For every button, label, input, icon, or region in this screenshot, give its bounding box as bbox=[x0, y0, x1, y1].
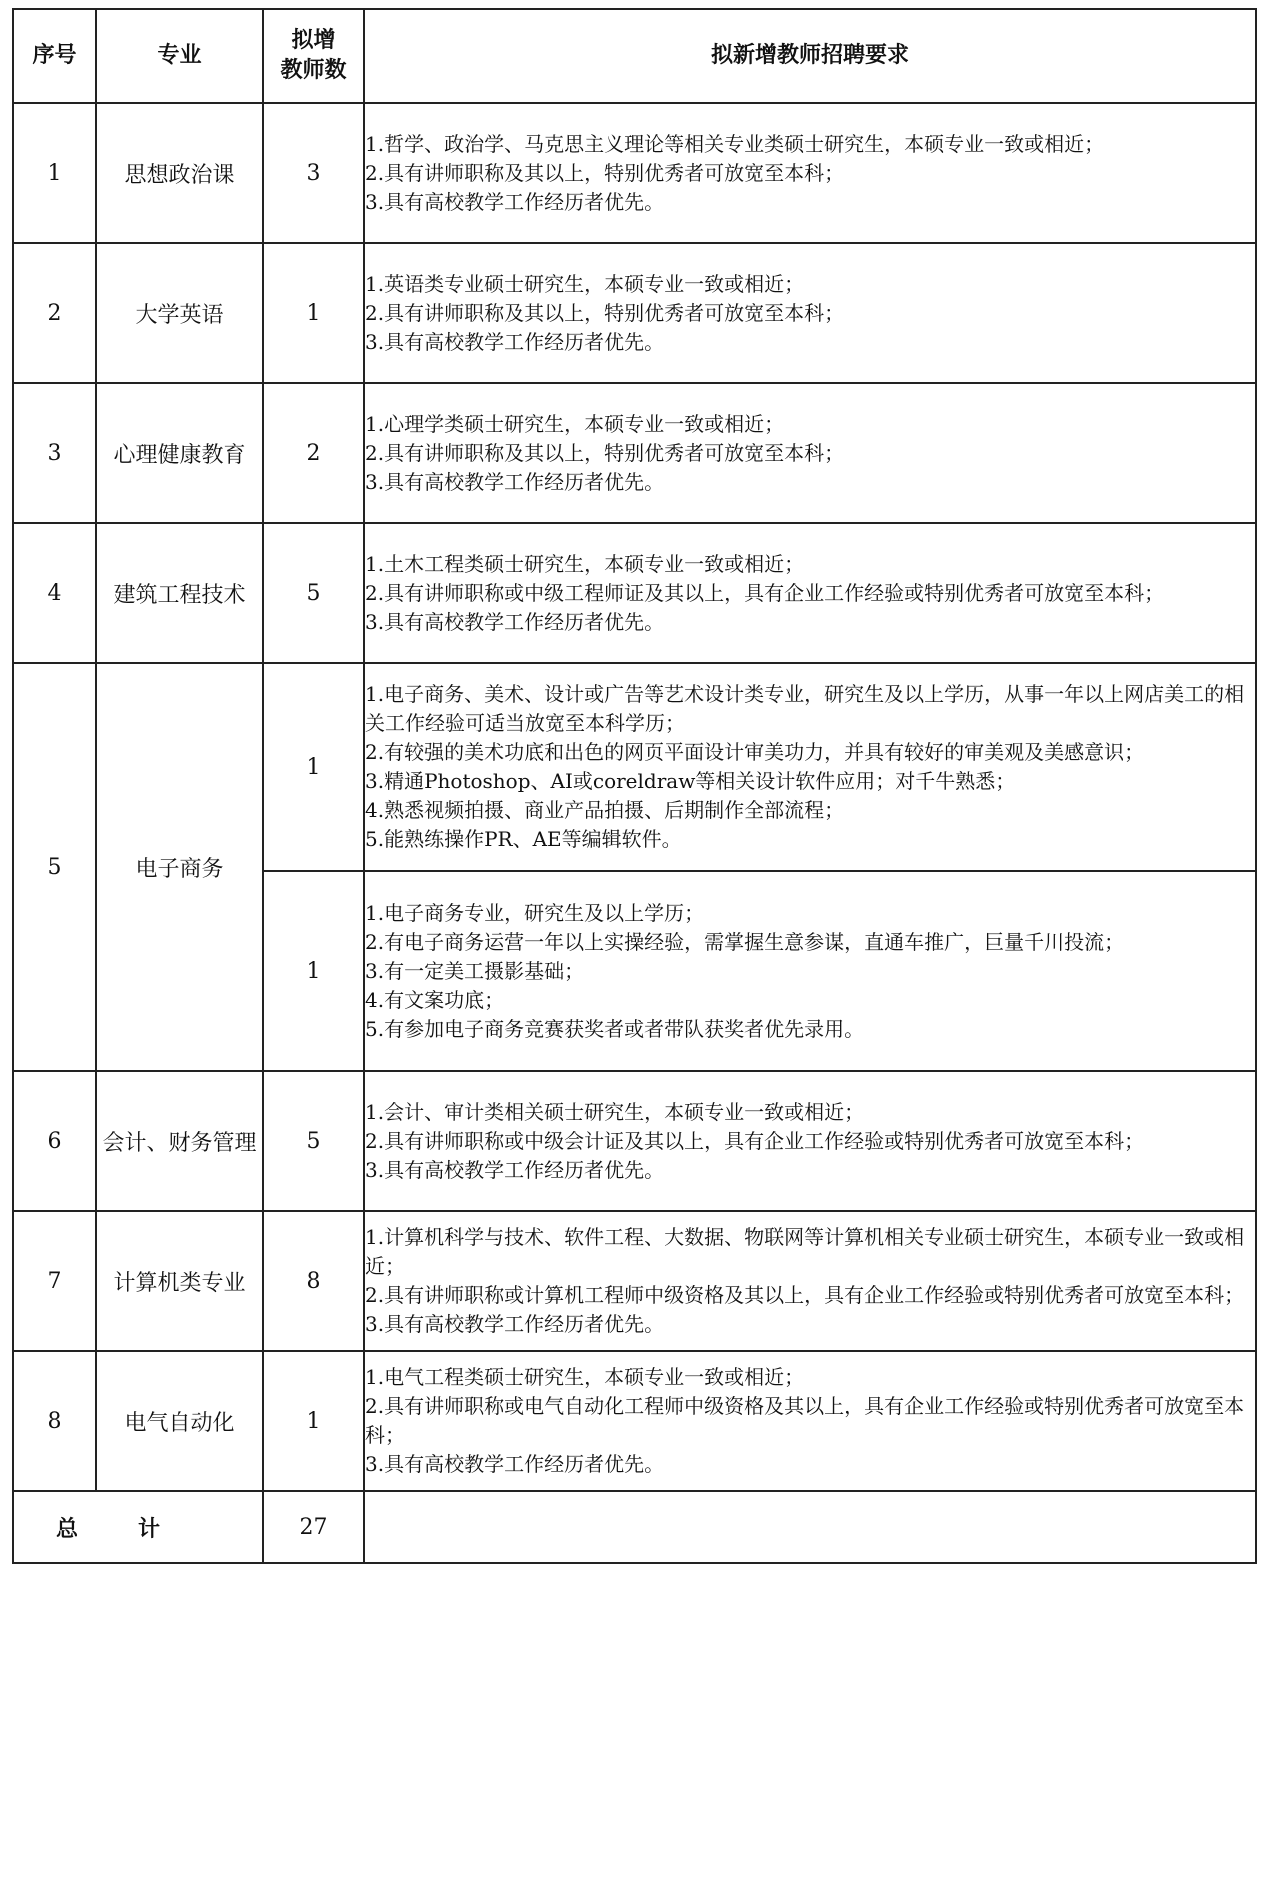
requirement-line: 1.电子商务专业，研究生及以上学历； bbox=[365, 900, 705, 925]
requirement-line: 2.有电子商务运营一年以上实操经验，需掌握生意参谋，直通车推广，巨量千川投流； bbox=[365, 929, 1125, 954]
row-requirements bbox=[364, 663, 1256, 871]
requirement-line: 3.具有高校教学工作经历者优先。 bbox=[365, 469, 665, 494]
row-index: 8 bbox=[13, 1351, 96, 1491]
row-major: 心理健康教育 bbox=[96, 383, 263, 523]
row-count: 1 bbox=[263, 1351, 364, 1491]
requirement-line: 5.有参加电子商务竞赛获奖者或者带队获奖者优先录用。 bbox=[365, 1016, 865, 1041]
row-index: 7 bbox=[13, 1211, 96, 1351]
row-index: 5 bbox=[13, 663, 96, 1071]
row-index: 1 bbox=[13, 103, 96, 243]
requirement-line: 2.具有讲师职称或中级工程师证及其以上，具有企业工作经验或特别优秀者可放宽至本科； bbox=[365, 580, 1165, 605]
requirement-line: 1.会计、审计类相关硕士研究生，本硕专业一致或相近； bbox=[365, 1099, 865, 1124]
requirement-line: 3.具有高校教学工作经历者优先。 bbox=[365, 329, 665, 354]
requirement-line: 3.有一定美工摄影基础； bbox=[365, 958, 585, 983]
requirement-line: 1.土木工程类硕士研究生，本硕专业一致或相近； bbox=[365, 551, 805, 576]
requirement-line: 1.电气工程类硕士研究生，本硕专业一致或相近； bbox=[365, 1365, 805, 1389]
requirement-line: 3.具有高校教学工作经历者优先。 bbox=[365, 189, 665, 214]
requirement-line: 1.哲学、政治学、马克思主义理论等相关专业类硕士研究生，本硕专业一致或相近； bbox=[365, 131, 1105, 156]
header-row bbox=[13, 9, 1256, 103]
row-count: 3 bbox=[263, 103, 364, 243]
requirement-line: 2.具有讲师职称或电气自动化工程师中级资格及其以上，具有企业工作经验或特别优秀者可放宽至本科； bbox=[365, 1394, 1245, 1447]
row-count: 1 bbox=[263, 663, 364, 871]
table-row bbox=[13, 1071, 1256, 1211]
row-major: 思想政治课 bbox=[96, 103, 263, 243]
row-requirements bbox=[364, 523, 1256, 663]
requirement-line: 1.心理学类硕士研究生，本硕专业一致或相近； bbox=[365, 411, 785, 436]
header-count-line1: 拟增 bbox=[291, 28, 336, 53]
header-requirements: 拟新增教师招聘要求 bbox=[364, 9, 1256, 103]
row-major: 会计、财务管理 bbox=[96, 1071, 263, 1211]
total-empty-cell bbox=[364, 1491, 1256, 1563]
row-index: 6 bbox=[13, 1071, 96, 1211]
row-major: 计算机类专业 bbox=[96, 1211, 263, 1351]
row-index: 4 bbox=[13, 523, 96, 663]
total-label: 总计 bbox=[13, 1491, 263, 1563]
row-index: 2 bbox=[13, 243, 96, 383]
table-row bbox=[13, 1211, 1256, 1351]
requirement-line: 3.具有高校教学工作经历者优先。 bbox=[365, 1157, 665, 1182]
row-count: 1 bbox=[263, 243, 364, 383]
row-requirements bbox=[364, 1211, 1256, 1351]
requirement-line: 3.精通Photoshop、AI或coreldraw等相关设计软件应用；对千牛熟悉； bbox=[365, 769, 1016, 793]
table-row bbox=[13, 523, 1256, 663]
recruitment-table bbox=[12, 8, 1257, 1564]
table-row bbox=[13, 663, 1256, 871]
header-index: 序号 bbox=[13, 9, 96, 103]
row-count: 1 bbox=[263, 871, 364, 1071]
row-major: 电气自动化 bbox=[96, 1351, 263, 1491]
row-requirements bbox=[364, 1071, 1256, 1211]
row-requirements bbox=[364, 1351, 1256, 1491]
requirement-line: 3.具有高校教学工作经历者优先。 bbox=[365, 609, 665, 634]
requirement-line: 2.具有讲师职称或计算机工程师中级资格及其以上，具有企业工作经验或特别优秀者可放宽至本科； bbox=[365, 1283, 1245, 1307]
requirement-line: 2.具有讲师职称或中级会计证及其以上，具有企业工作经验或特别优秀者可放宽至本科； bbox=[365, 1128, 1145, 1153]
table-row bbox=[13, 383, 1256, 523]
total-count: 27 bbox=[263, 1491, 364, 1563]
header-count-line2: 教师数 bbox=[280, 58, 347, 83]
row-requirements bbox=[364, 243, 1256, 383]
requirement-line: 1.英语类专业硕士研究生，本硕专业一致或相近； bbox=[365, 271, 805, 296]
row-requirements bbox=[364, 871, 1256, 1071]
row-count: 5 bbox=[263, 523, 364, 663]
row-major: 大学英语 bbox=[96, 243, 263, 383]
table-row bbox=[13, 103, 1256, 243]
requirement-line: 2.具有讲师职称及其以上，特别优秀者可放宽至本科； bbox=[365, 440, 845, 465]
row-major: 电子商务 bbox=[96, 663, 263, 1071]
total-row bbox=[13, 1491, 1256, 1563]
header-major: 专业 bbox=[96, 9, 263, 103]
header-count bbox=[263, 9, 364, 103]
requirement-line: 1.电子商务、美术、设计或广告等艺术设计类专业，研究生及以上学历，从事一年以上网店美工的相关工作经验可适当放宽至本科学历； bbox=[365, 682, 1245, 735]
row-requirements bbox=[364, 103, 1256, 243]
table-row bbox=[13, 1351, 1256, 1491]
table-row bbox=[13, 243, 1256, 383]
requirement-line: 3.具有高校教学工作经历者优先。 bbox=[365, 1312, 665, 1336]
row-requirements bbox=[364, 383, 1256, 523]
requirement-line: 3.具有高校教学工作经历者优先。 bbox=[365, 1452, 665, 1476]
requirement-line: 4.熟悉视频拍摄、商业产品拍摄、后期制作全部流程； bbox=[365, 798, 845, 822]
requirement-line: 2.具有讲师职称及其以上，特别优秀者可放宽至本科； bbox=[365, 160, 845, 185]
row-count: 2 bbox=[263, 383, 364, 523]
row-count: 5 bbox=[263, 1071, 364, 1211]
row-count: 8 bbox=[263, 1211, 364, 1351]
row-major: 建筑工程技术 bbox=[96, 523, 263, 663]
requirement-line: 4.有文案功底； bbox=[365, 987, 505, 1012]
requirement-line: 2.具有讲师职称及其以上，特别优秀者可放宽至本科； bbox=[365, 300, 845, 325]
requirement-line: 2.有较强的美术功底和出色的网页平面设计审美功力，并具有较好的审美观及美感意识； bbox=[365, 740, 1145, 764]
requirement-line: 1.计算机科学与技术、软件工程、大数据、物联网等计算机相关专业硕士研究生，本硕专业一致或相近； bbox=[365, 1225, 1245, 1278]
row-index: 3 bbox=[13, 383, 96, 523]
requirement-line: 5.能熟练操作PR、AE等编辑软件。 bbox=[365, 827, 682, 851]
